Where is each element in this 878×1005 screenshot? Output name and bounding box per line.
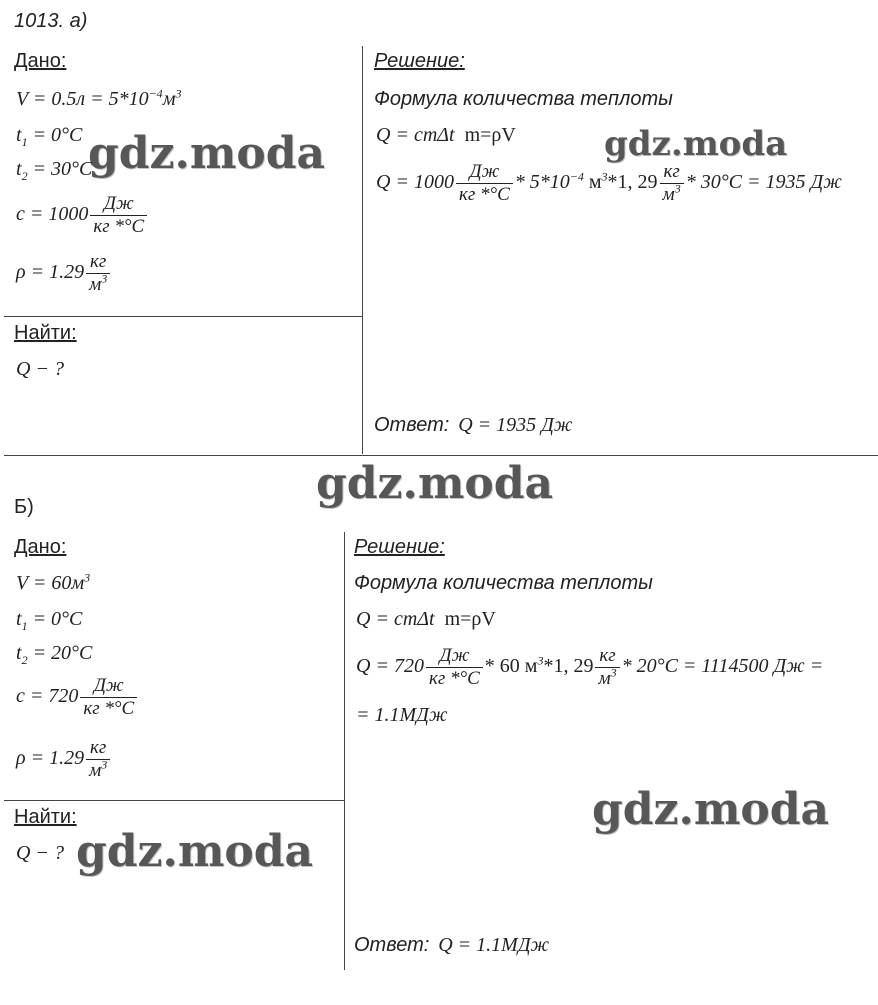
given-a-volume: $V = 0.5л = 5*10^{-4}м^3$	[16, 86, 182, 110]
calc-b: Q = 720 $\frac{Дж}{кг *^\circ C}$ * 60 $м^3*1$, 29 $\frac{кг}{м^3}$ * 20°C = 1114500 Дж =	[356, 645, 824, 689]
part-b-heading: Б)	[14, 496, 34, 518]
part-a-heading: 1013. а)	[14, 10, 88, 32]
formula-b: Q = cmΔt m=ρV	[356, 608, 496, 630]
find-b-value: Q − ?	[16, 842, 64, 864]
watermark-1: gdz.moda	[88, 128, 326, 179]
formula-title-b: Формула количества теплоты	[354, 572, 653, 594]
divider-a-b	[4, 455, 878, 456]
watermark-5: gdz.moda	[76, 826, 314, 877]
given-b-c: c = 720 $\frac{Дж}{кг *^\circ C}$	[16, 676, 139, 719]
given-b-t2: $t_2 = 20^\circ C$	[16, 642, 93, 667]
formula-title-a: Формула количества теплоты	[374, 88, 673, 110]
divider-b-given-find	[4, 800, 344, 801]
divider-b-vertical	[344, 532, 345, 970]
answer-a: Ответ: Q = 1935 Дж	[374, 414, 573, 436]
calc-b-line2: = 1.1МДж	[356, 704, 448, 726]
given-a-c: c = 1000 $\frac{Дж}{кг *^\circ C}$	[16, 194, 149, 237]
given-b-t1: $t_1 = 0^\circ C$	[16, 608, 83, 633]
answer-b: Ответ: Q = 1.1МДж	[354, 934, 550, 956]
solution-label-b: Решение:	[354, 536, 445, 558]
formula-a: Q = cmΔt m=ρV	[376, 124, 516, 146]
given-b-volume: $V = 60м^3$	[16, 570, 91, 594]
watermark-4: gdz.moda	[592, 784, 830, 835]
given-a-rho: ρ = 1.29 $\frac{кг}{м^3}$	[16, 252, 112, 295]
divider-a-vertical	[362, 46, 363, 454]
given-a-t1: $t_1 = 0^\circ C$	[16, 124, 83, 149]
given-b-rho: ρ = 1.29 $\frac{кг}{м^3}$	[16, 738, 112, 781]
find-a-value: Q − ?	[16, 358, 64, 380]
given-label-b: Дано:	[14, 536, 67, 558]
watermark-2: gdz.moda	[604, 124, 788, 164]
given-label-a: Дано:	[14, 50, 67, 72]
watermark-3: gdz.moda	[316, 458, 554, 509]
solution-label-a: Решение:	[374, 50, 465, 72]
given-a-t2: $t_2 = 30^\circ C$	[16, 158, 93, 183]
find-label-a: Найти:	[14, 322, 77, 344]
find-label-b: Найти:	[14, 806, 77, 828]
divider-a-given-find	[4, 316, 362, 317]
calc-a: Q = 1000 $\frac{Дж}{кг *^\circ C}$ * $5*10^{-4}$ $м^3*1$, 29 $\frac{кг}{м^3}$ * 30°C = 1935 Дж	[376, 161, 842, 205]
